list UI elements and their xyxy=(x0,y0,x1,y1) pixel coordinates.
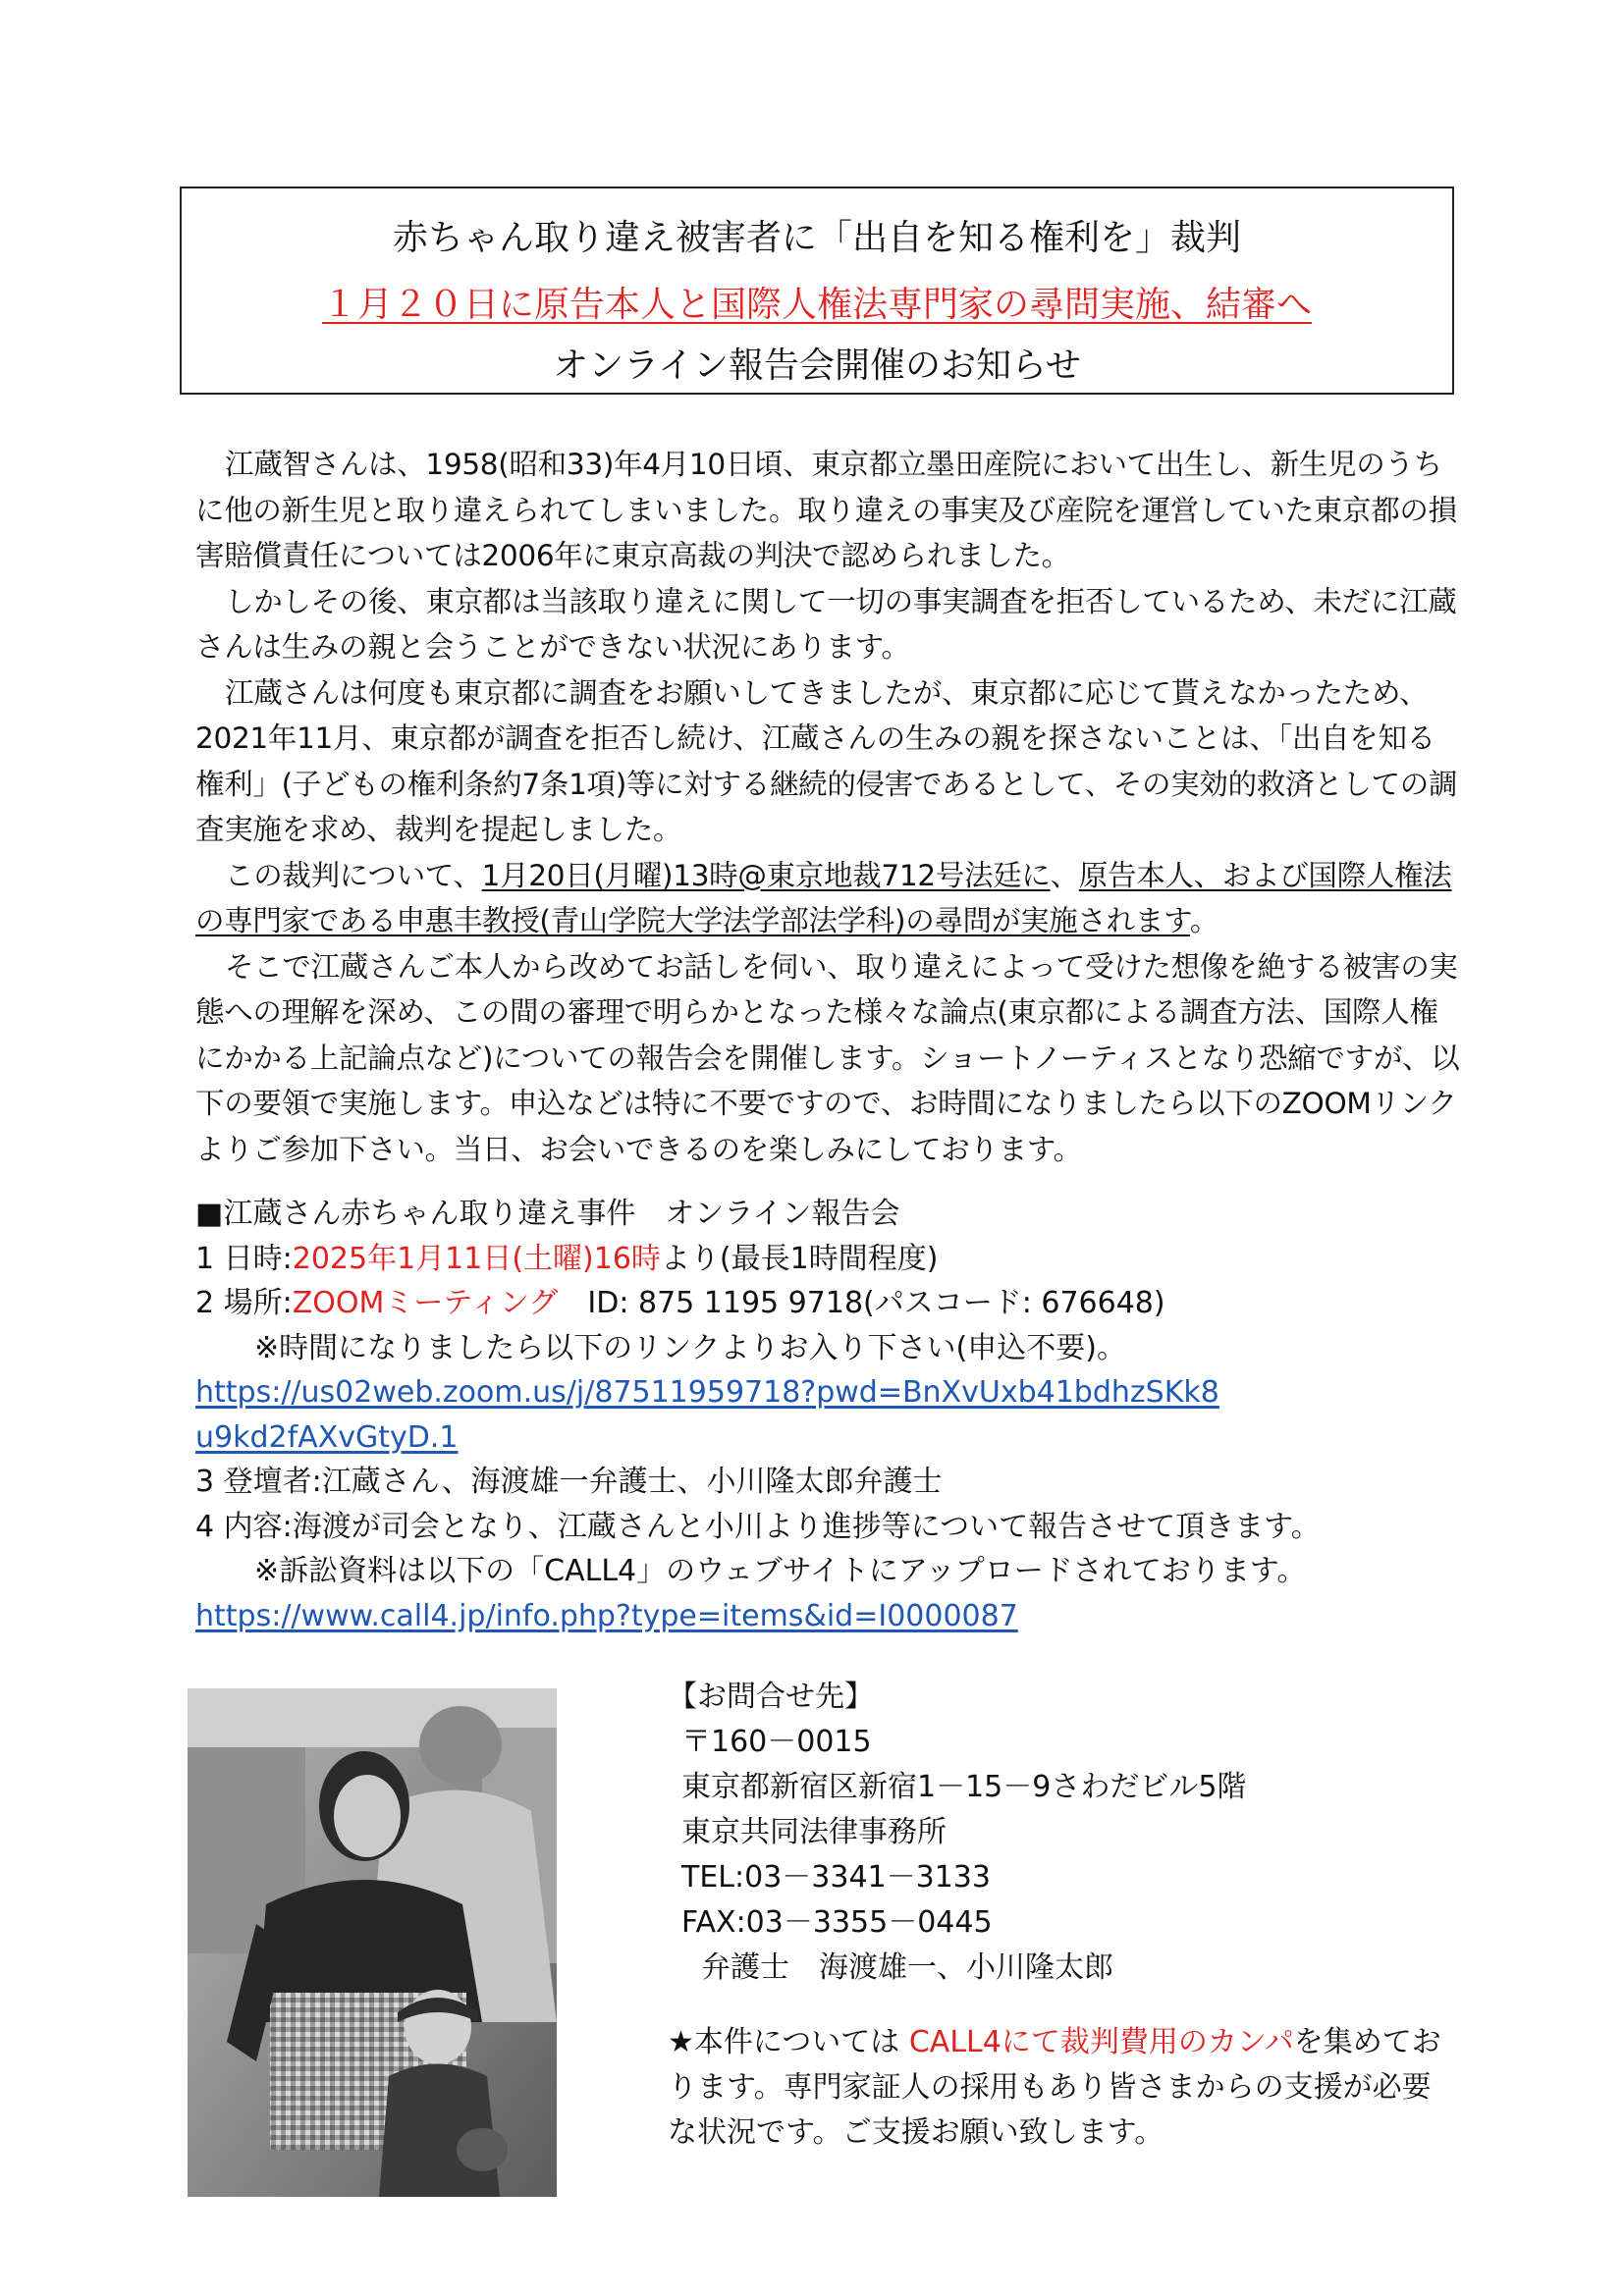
support-call4: CALL4にて裁判費用のカンパ xyxy=(908,2025,1294,2059)
place-value: ZOOMミーティング xyxy=(292,1286,559,1320)
event-heading: ■江蔵さん赤ちゃん取り違え事件 オンライン報告会 xyxy=(195,1197,900,1231)
body-paragraph-4 xyxy=(195,853,1462,944)
support-pre: ★本件については xyxy=(668,2025,909,2059)
body-paragraph-3: 江蔵さんは何度も東京都に調査をお願いしてきましたが、東京都に応じて貰えなかったため、2021年11月、東京都が調査を拒否し続け、江蔵さんの生みの親を探さないことは、「出自を知る権利」(子どもの権利条約7条1項)等に対する継続的侵害であるとして、その実効的救済としての調査実施を求め、裁判を提起しました。 xyxy=(195,675,1458,846)
date-label: 1 日時: xyxy=(195,1241,293,1276)
place-id: ID: 875 1195 9718(パスコード: 676648) xyxy=(558,1286,1165,1320)
contact-address: 東京都新宿区新宿1－15－9さわだビル5階 xyxy=(681,1770,1247,1804)
p4-mid: 、 xyxy=(1050,858,1079,892)
family-photo xyxy=(188,1688,557,2197)
body-paragraph-1: 江蔵智さんは、1958(昭和33)年4月10日頃、東京都立墨田産院において出生し、新生児のうちに他の新生児と取り違えられてしまいました。取り違えの事実及び産院を運営していた東京都の損害賠償責任については2006年に東京高裁の判決で認められました。 xyxy=(195,448,1457,572)
contact-heading: 【お問合せ先】 xyxy=(668,1680,874,1714)
event-note-join: ※時間になりましたら以下のリンクよりお入り下さい(申込不要)。 xyxy=(254,1330,1126,1365)
title-announcement: オンライン報告会開催のお知らせ xyxy=(553,346,1081,386)
event-details xyxy=(195,1192,1462,1638)
body-paragraph-2: しかしその後、東京都は当該取り違えに関して一切の事実調査を拒否しているため、未だに江蔵さんは生みの親と会うことができない状況にあります。 xyxy=(195,584,1457,664)
contact-tel: TEL:03－3341－3133 xyxy=(681,1860,991,1895)
zoom-link-part2[interactable]: u9kd2fAXvGtyD.1 xyxy=(195,1419,459,1455)
place-label: 2 場所: xyxy=(195,1286,293,1320)
date-value: 2025年1月11日(土曜)16時 xyxy=(292,1241,661,1276)
contact-lawyers: 弁護士 海渡雄一、小川隆太郎 xyxy=(701,1950,1113,1985)
event-place xyxy=(195,1281,1462,1326)
event-date xyxy=(195,1237,1462,1282)
p4-underline-witness: 原告本人、および国際人権法の専門家である申惠丰教授(青山学院大学法学部法学科)の尋問が実施されます xyxy=(195,858,1452,937)
title-main: 赤ちゃん取り違え被害者に「出自を知る権利を」裁判 xyxy=(392,218,1241,258)
body-paragraph-5: そこで江蔵さんご本人から改めてお話しを伺い、取り違えによって受けた想像を絶する被害の実態への理解を深め、この間の審理で明らかとなった様々な論点(東京都による調査方法、国際人権にかかる上記論点など)についての報告会を開催します。ショートノーティスとなり恐縮ですが、以下の要領で実施します。申込などは特に不要ですので、お時間になりましたら以下のZOOMリンクよりご参加下さい。当日、お会いできるのを楽しみにしております。 xyxy=(195,949,1460,1166)
contact-postal: 〒160－0015 xyxy=(681,1725,872,1759)
support-post: を集めております。専門家証人の採用もあり皆さまからの支援が必要な状況です。ご支援お願い致します。 xyxy=(668,2025,1441,2150)
title-subtitle-red: １月２０日に原告本人と国際人権法専門家の尋問実施、結審へ xyxy=(321,285,1312,325)
p4-underline-date: 1月20日(月曜)13時@東京地裁712号法廷に xyxy=(481,858,1051,892)
p4-pre: この裁判について、 xyxy=(225,858,482,892)
zoom-link[interactable] xyxy=(195,1375,1219,1455)
event-note-materials: ※訴訟資料は以下の「CALL4」のウェブサイトにアップロードされております。 xyxy=(254,1554,1307,1588)
date-suffix: より(最長1時間程度) xyxy=(660,1241,939,1276)
p4-post: 。 xyxy=(1189,904,1219,937)
event-speakers: 3 登壇者:江蔵さん、海渡雄一弁護士、小川隆太郎弁護士 xyxy=(195,1465,943,1499)
title-box xyxy=(180,187,1454,395)
contact-office: 東京共同法律事務所 xyxy=(681,1815,947,1849)
body-text xyxy=(195,442,1462,1172)
call4-link[interactable]: https://www.call4.jp/info.php?type=items&id=I0000087 xyxy=(195,1598,1018,1633)
event-content: 4 内容:海渡が司会となり、江蔵さんと小川より進捗等について報告させて頂きます。 xyxy=(195,1509,1321,1544)
contact-info xyxy=(668,1675,1473,1991)
zoom-link-part1[interactable]: https://us02web.zoom.us/j/87511959718?pwd=BnXvUxb41bdhzSKk8 xyxy=(195,1375,1219,1410)
support-note xyxy=(668,2020,1453,2156)
contact-fax: FAX:03－3355－0445 xyxy=(681,1905,993,1940)
family-photo-illustration xyxy=(188,1688,557,2197)
